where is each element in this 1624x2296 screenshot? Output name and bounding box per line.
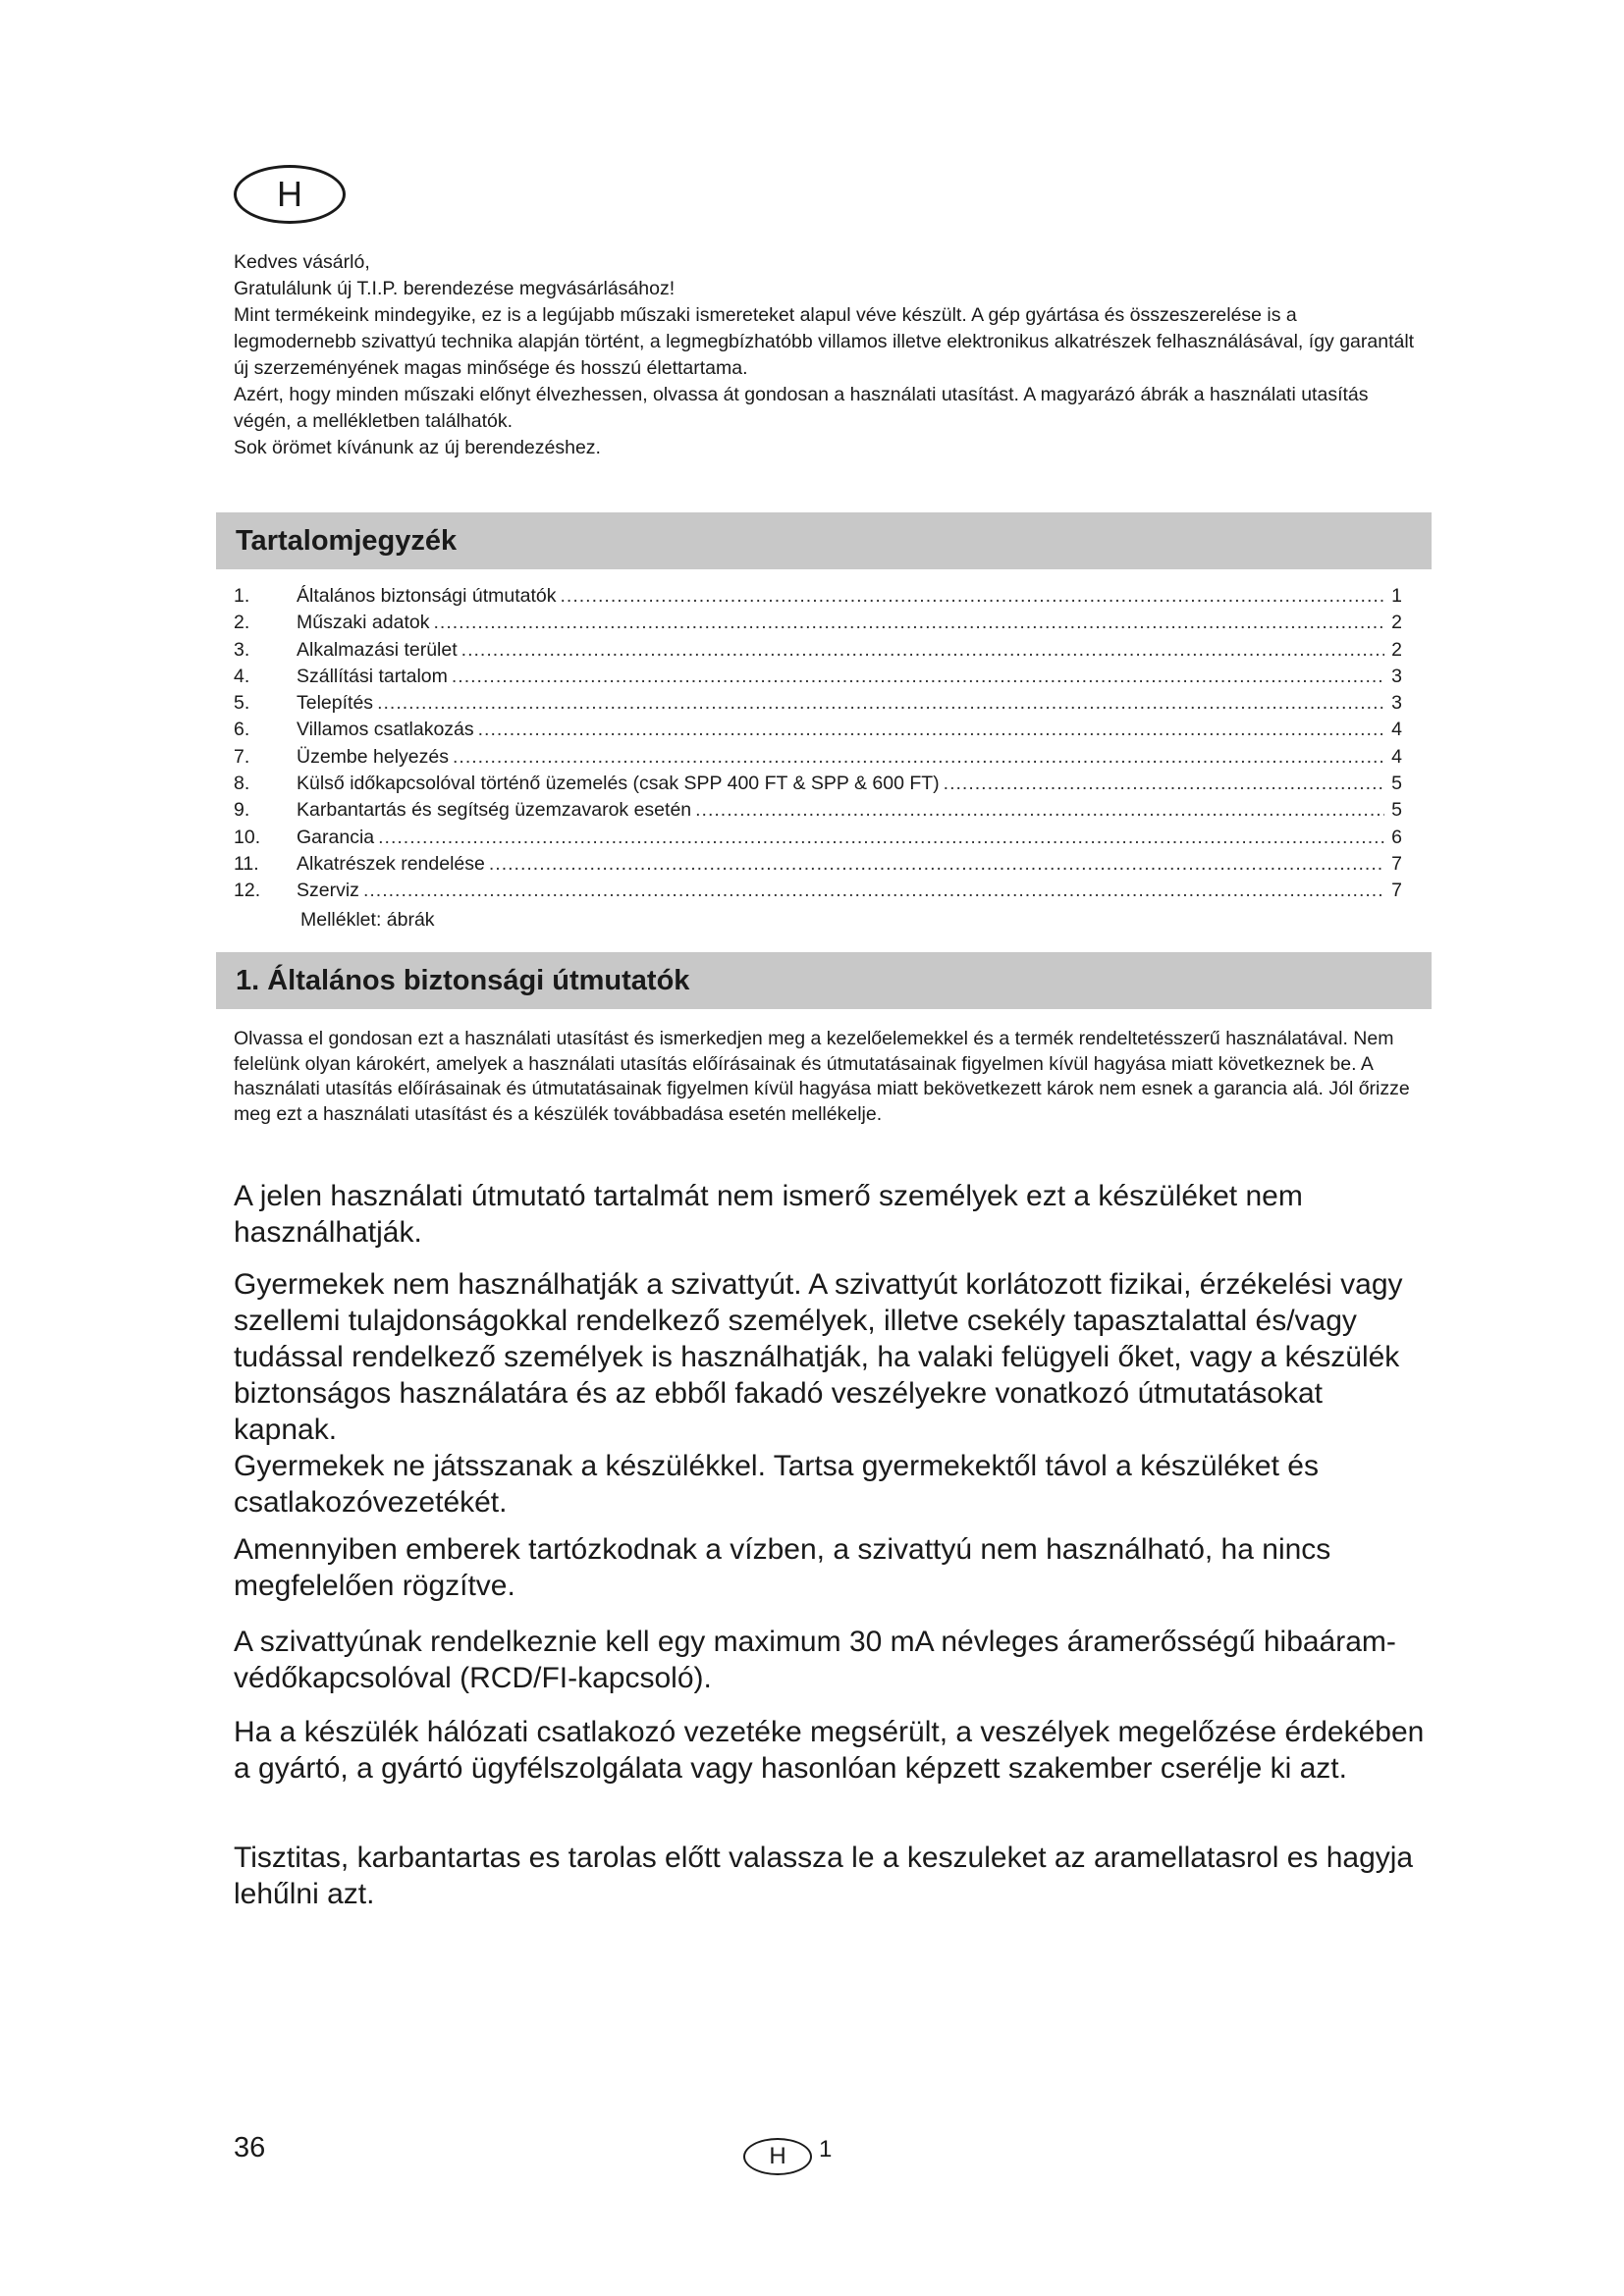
toc-item-title: Üzembe helyezés	[297, 745, 449, 768]
footer-country-badge: H	[743, 2138, 812, 2175]
safety-paragraph-3	[234, 1531, 1432, 1604]
toc-item-page: 4	[1391, 719, 1402, 741]
toc-item-number: 12.	[234, 880, 261, 902]
toc-item-5[interactable]	[234, 692, 1402, 719]
page-number: 36	[234, 2132, 266, 2163]
toc-item-page: 3	[1391, 692, 1402, 715]
toc-heading: Tartalomjegyzék	[216, 512, 1432, 569]
toc-item-page: 7	[1391, 880, 1402, 902]
toc-item-page: 4	[1391, 745, 1402, 768]
toc-item-number: 7.	[234, 745, 250, 768]
toc-leader-dots	[944, 773, 1384, 795]
safety-paragraph-4	[234, 1624, 1432, 1696]
toc-item-number: 2.	[234, 612, 250, 634]
toc-item-number: 10.	[234, 826, 261, 848]
safety-text: Amennyiben emberek tartózkodnak a vízben, a szivattyú nem használható, ha nincs megfelelően rögzítve.	[234, 1533, 1331, 1602]
toc-item-page: 7	[1391, 852, 1402, 875]
toc-item-number: 5.	[234, 692, 250, 715]
toc-leader-dots	[461, 639, 1384, 662]
toc-leader-dots	[478, 719, 1384, 741]
toc-item-page: 2	[1391, 638, 1402, 661]
intro-congrats: Gratulálunk új T.I.P. berendezése megvásárlásához!	[234, 278, 676, 299]
footer-section-index: 1	[819, 2136, 833, 2163]
toc-item-number: 1.	[234, 585, 250, 607]
toc-item-8[interactable]	[234, 773, 1402, 799]
toc-leader-dots	[695, 799, 1384, 822]
toc-item-title: Általános biztonsági útmutatók	[297, 585, 557, 607]
toc-item-title: Külső időkapcsolóval történő üzemelés (csak SPP 400 FT & SPP & 600 FT)	[297, 773, 940, 795]
toc-item-9[interactable]	[234, 799, 1402, 826]
safety-text: A szivattyúnak rendelkeznie kell egy maximum 30 mA névleges áramerősségű hibaáram-védőkapcsolóval (RCD/FI-kapcsoló).	[234, 1626, 1396, 1694]
toc-item-title: Műszaki adatok	[297, 612, 430, 634]
toc-leader-dots	[378, 827, 1384, 849]
toc-appendix: Melléklet: ábrák	[300, 908, 435, 931]
toc-item-number: 9.	[234, 799, 250, 822]
toc-item-page: 5	[1391, 799, 1402, 822]
toc-item-page: 1	[1391, 585, 1402, 607]
safety-text: Tisztitas, karbantartas es tarolas előtt valassza le a keszuleket az aramellatasrol es hagyja lehűlni azt.	[234, 1842, 1414, 1910]
toc-item-4[interactable]	[234, 666, 1402, 692]
toc-item-1[interactable]	[234, 585, 1402, 612]
toc-leader-dots	[561, 585, 1385, 608]
toc-item-title: Karbantartás és segítség üzemzavarok esetén	[297, 799, 692, 822]
toc-leader-dots	[377, 692, 1384, 715]
section-1-intro	[234, 1027, 1422, 1127]
safety-text: Gyermekek nem használhatják a szivattyút. A szivattyút korlátozott fizikai, érzékelési vagy szellemi tulajdonságokkal rendelkező személyek, illetve csekély tapasztalattal és/vagy tudással rendelkező személyek is használhatják, ha valaki felügyeli őket, vagy a készülék biztonságos használatára és az ebből fakadó veszélyekre vonatkozó útmutatásokat kapnak.	[234, 1268, 1403, 1446]
toc-leader-dots	[452, 666, 1384, 688]
toc-item-number: 11.	[234, 852, 259, 875]
intro-text	[234, 249, 1422, 461]
toc-item-page: 2	[1391, 612, 1402, 634]
toc-item-title: Szerviz	[297, 880, 359, 902]
safety-paragraph-2	[234, 1266, 1432, 1521]
intro-advice: Azért, hogy minden műszaki előnyt élvezhessen, olvassa át gondosan a használati utasítást. A magyarázó ábrák a használati utasítás végén, a mellékletben találhatók.	[234, 384, 1369, 432]
safety-text: A jelen használati útmutató tartalmát nem ismerő személyek ezt a készüléket nem használhatják.	[234, 1180, 1303, 1249]
toc-item-title: Telepítés	[297, 692, 374, 715]
toc-item-number: 8.	[234, 773, 250, 795]
toc-item-7[interactable]	[234, 746, 1402, 773]
toc-item-page: 3	[1391, 665, 1402, 687]
toc-item-2[interactable]	[234, 612, 1402, 638]
safety-paragraph-5	[234, 1714, 1432, 1787]
toc-item-10[interactable]	[234, 827, 1402, 853]
toc-leader-dots	[489, 853, 1384, 876]
toc-leader-dots	[453, 746, 1384, 769]
toc-leader-dots	[363, 880, 1384, 902]
toc-item-title: Szállítási tartalom	[297, 665, 448, 687]
toc-item-number: 3.	[234, 638, 250, 661]
toc-item-title: Alkalmazási terület	[297, 638, 458, 661]
toc-item-title: Garancia	[297, 826, 375, 848]
country-code-badge: H	[234, 165, 346, 224]
toc-item-title: Alkatrészek rendelése	[297, 852, 485, 875]
safety-text: Ha a készülék hálózati csatlakozó vezetéke megsérült, a veszélyek megelőzése érdekében a gyártó, a gyártó ügyfélszolgálata vagy hasonlóan képzett szakember cserélje ki azt.	[234, 1716, 1425, 1785]
toc-item-11[interactable]	[234, 853, 1402, 880]
safety-text: Gyermekek ne játsszanak a készülékkel. Tartsa gyermekektől távol a készüléket és csatlakozóvezetékét.	[234, 1450, 1319, 1519]
toc-item-3[interactable]	[234, 639, 1402, 666]
section-1-heading: 1. Általános biztonsági útmutatók	[216, 952, 1432, 1009]
toc-item-number: 6.	[234, 719, 250, 741]
toc-item-page: 5	[1391, 773, 1402, 795]
toc-item-page: 6	[1391, 826, 1402, 848]
table-of-contents	[234, 585, 1402, 934]
toc-item-number: 4.	[234, 665, 250, 687]
toc-leader-dots	[433, 612, 1384, 634]
safety-paragraph-1	[234, 1178, 1432, 1251]
toc-item-title: Villamos csatlakozás	[297, 719, 474, 741]
safety-paragraph-6	[234, 1840, 1432, 1912]
intro-body: Mint termékeink mindegyike, ez is a legújabb műszaki ismereteket alapul véve készült. A gép gyártása és összeszerelése is a legmodernebb szivattyú technika alapján történt, a legmegbízhatóbb villamos illetve elektronikus alkatrészek felhasználásával, így garantált új szerzeményének magas minősége és hosszú élettartama.	[234, 304, 1415, 379]
toc-item-12[interactable]	[234, 880, 1402, 906]
intro-wish: Sok örömet kívánunk az új berendezéshez.	[234, 437, 601, 458]
section-1-intro-text: Olvassa el gondosan ezt a használati utasítást és ismerkedjen meg a kezelőelemekkel és a termék rendeltetésszerű használatával. Nem felelünk olyan károkért, amelyek a használati utasítás előírásainak és útmutatásainak figyelmen kívül hagyása miatt következnek be. A használati utasítás előírásainak és útmutatásainak figyelmen kívül hagyása miatt bekövetkezett károk nem esnek a garancia alá. Jól őrizze meg ezt a használati utasítást és a készülék továbbadása esetén mellékelje.	[234, 1028, 1410, 1125]
toc-item-6[interactable]	[234, 719, 1402, 745]
intro-greeting: Kedves vásárló,	[234, 251, 370, 273]
